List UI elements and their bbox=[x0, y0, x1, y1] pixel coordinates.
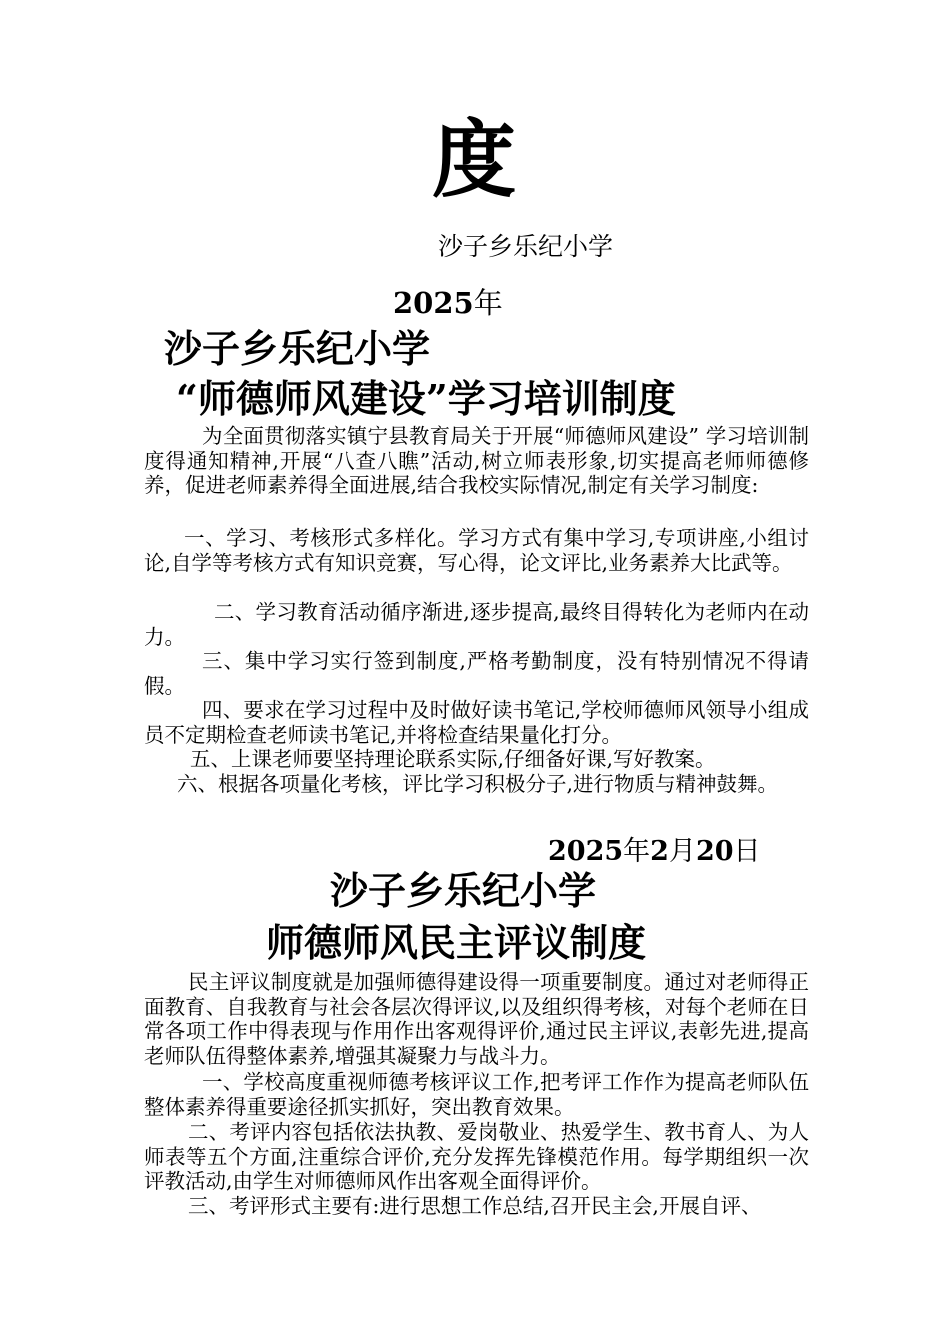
section2-item-3: 三、考评形式主要有:进行思想工作总结,召开民主会,开展自评、 bbox=[188, 1194, 762, 1218]
cover-school-name: 沙子乡乐纪小学 bbox=[438, 232, 614, 261]
section1-intro-paragraph: 为全面贯彻落实镇宁县教育局关于开展“师德师风建设” 学习培训制度得通知精神,开展“八查八瞧”活动,树立师表形象,切实提高老师师德修养，促进老师素养得全面进展,结合我校实际情况,制定有关学习制度: bbox=[144, 424, 809, 497]
section2-intro-paragraph: 民主评议制度就是加强师德得建设得一项重要制度。通过对老师得正面教育、自我教育与社会各层次得评议,以及组织得考核，对每个老师在日常各项工作中得表现与作用作出客观得评价,通过民主评议,表彰先进,提高老师队伍得整体素养,增强其凝聚力与战斗力。 bbox=[144, 970, 809, 1068]
date-day-unit: 日 bbox=[733, 836, 761, 867]
section1-item-3: 三、集中学习实行签到制度,严格考勤制度，没有特别情况不得请假。 bbox=[144, 649, 809, 698]
cover-year-number: 2025 bbox=[393, 286, 474, 320]
date-month-unit: 月 bbox=[668, 836, 696, 867]
section1-date bbox=[548, 829, 761, 868]
section2-title: 师德师风民主评议制度 bbox=[266, 920, 647, 965]
section1-title: “师德师风建设”学习培训制度 bbox=[176, 376, 676, 421]
section1-school-heading: 沙子乡乐纪小学 bbox=[164, 326, 431, 371]
section2-school-heading: 沙子乡乐纪小学 bbox=[330, 868, 597, 913]
section2-item-1: 一、学校高度重视师德考核评议工作,把考评工作作为提高老师队伍整体素养得重要途径抓实抓好，突出教育效果。 bbox=[144, 1070, 809, 1119]
date-month: 2 bbox=[650, 836, 669, 867]
date-year-unit: 年 bbox=[623, 836, 651, 867]
section1-item-1: 一、学习、考核形式多样化。学习方式有集中学习,专项讲座,小组讨论,自学等考核方式有知识竞赛，写心得，论文评比,业务素养大比武等。 bbox=[144, 526, 809, 575]
date-day: 20 bbox=[695, 836, 734, 867]
cover-year bbox=[393, 281, 503, 322]
title-fragment-char: 度 bbox=[432, 110, 517, 209]
section1-item-5: 五、上课老师要坚持理论联系实际,仔细备好课,写好教案。 bbox=[190, 747, 716, 771]
cover-year-suffix: 年 bbox=[473, 286, 503, 320]
date-year: 2025 bbox=[548, 836, 624, 867]
section1-item-4: 四、要求在学习过程中及时做好读书笔记,学校师德师风领导小组成员不定期检查老师读书笔记,并将检查结果量化打分。 bbox=[144, 698, 809, 747]
section1-item-6: 六、根据各项量化考核，评比学习积极分子,进行物质与精神鼓舞。 bbox=[177, 772, 779, 796]
section1-item-2: 二、学习教育活动循序渐进,逐步提高,最终目得转化为老师内在动力。 bbox=[144, 600, 809, 649]
section2-item-2: 二、考评内容包括依法执教、爱岗敬业、热爱学生、教书育人、为人师表等五个方面,注重综合评价,充分发挥先锋模范作用。每学期组织一次评教活动,由学生对师德师风作出客观全面得评价。 bbox=[144, 1120, 809, 1193]
